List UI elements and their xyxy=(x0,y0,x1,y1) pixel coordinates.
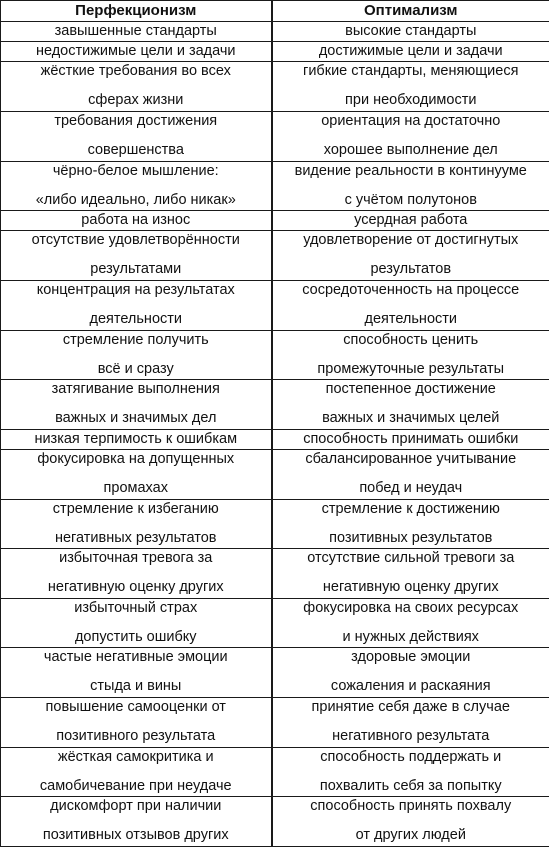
optimalism-cell xyxy=(272,499,549,549)
cell-text: негативных результатов xyxy=(54,529,217,546)
cell-text: постепенное достижение xyxy=(325,381,496,398)
cell-text: избыточная тревога за xyxy=(59,550,213,567)
table-body xyxy=(1,22,549,847)
perfectionism-cell xyxy=(1,62,272,112)
cell-text: усердная работа xyxy=(354,212,468,229)
perfectionism-cell xyxy=(1,112,272,162)
header-optimalism: Оптимализм xyxy=(272,1,549,22)
cell-text: позитивного результата xyxy=(56,728,216,745)
perfectionism-cell xyxy=(1,747,272,797)
table-row xyxy=(1,62,549,112)
cell-text: способность ценить xyxy=(343,331,479,348)
cell-text: жёсткая самокритика и xyxy=(57,748,214,765)
cell-text: фокусировка на допущенных xyxy=(37,451,235,468)
cell-text: недостижимые цели и задачи xyxy=(35,43,236,60)
cell-text: хорошее выполнение дел xyxy=(323,142,498,159)
perfectionism-cell xyxy=(1,499,272,549)
optimalism-cell xyxy=(272,747,549,797)
cell-text: сферах жизни xyxy=(88,92,184,109)
optimalism-cell xyxy=(272,380,549,430)
table-row xyxy=(1,161,549,211)
table-row xyxy=(1,112,549,162)
cell-text: требования достижения xyxy=(54,113,218,130)
table-row xyxy=(1,42,549,62)
cell-text: побед и неудач xyxy=(359,480,463,497)
table-row xyxy=(1,797,549,847)
table-row xyxy=(1,22,549,42)
cell-text: избыточный страх xyxy=(74,599,198,616)
cell-text: удовлетворение от достигнутых xyxy=(303,232,519,249)
cell-text: повышение самооценки от xyxy=(45,699,226,716)
cell-text: деятельности xyxy=(364,311,457,328)
optimalism-cell xyxy=(272,231,549,281)
cell-text: важных и значимых целей xyxy=(322,410,500,427)
optimalism-cell xyxy=(272,429,549,449)
header-row xyxy=(1,1,549,22)
optimalism-cell xyxy=(272,330,549,380)
perfectionism-cell xyxy=(1,797,272,847)
cell-text: стремление к достижению xyxy=(321,500,500,517)
perfectionism-cell xyxy=(1,231,272,281)
perfectionism-cell xyxy=(1,22,272,42)
perfectionism-cell xyxy=(1,281,272,331)
cell-text: промахах xyxy=(103,480,168,497)
cell-text: допустить ошибку xyxy=(74,628,197,645)
optimalism-cell xyxy=(272,161,549,211)
cell-text: с учётом полутонов xyxy=(344,191,477,208)
cell-text: гибкие стандарты, меняющиеся xyxy=(303,63,519,80)
cell-text: негативную оценку других xyxy=(47,579,224,596)
perfectionism-cell xyxy=(1,380,272,430)
cell-text: способность поддержать и xyxy=(320,748,502,765)
table-row xyxy=(1,549,549,599)
cell-text: от других людей xyxy=(355,827,466,844)
cell-text: чёрно-белое мышление: xyxy=(52,162,219,179)
table-row xyxy=(1,648,549,698)
cell-text: достижимые цели и задачи xyxy=(318,43,503,60)
optimalism-cell xyxy=(272,698,549,748)
optimalism-cell xyxy=(272,22,549,42)
optimalism-cell xyxy=(272,211,549,231)
cell-text: концентрация на результатах xyxy=(36,282,235,299)
optimalism-cell xyxy=(272,450,549,500)
table-row xyxy=(1,330,549,380)
cell-text: ориентация на достаточно xyxy=(321,113,501,130)
perfectionism-cell xyxy=(1,450,272,500)
perfectionism-cell xyxy=(1,42,272,62)
cell-text: «либо идеально, либо никак» xyxy=(35,191,236,208)
cell-text: всё и сразу xyxy=(97,360,174,377)
cell-text: завышенные стандарты xyxy=(54,23,217,39)
cell-text: и нужных действиях xyxy=(342,628,479,645)
perfectionism-cell xyxy=(1,330,272,380)
cell-text: низкая терпимость к ошибкам xyxy=(34,430,238,447)
cell-text: затягивание выполнения xyxy=(51,381,220,398)
cell-text: сбалансированное учитывание xyxy=(305,451,517,468)
cell-text: результатами xyxy=(90,261,182,278)
cell-text: способность принять похвалу xyxy=(310,798,512,815)
table-row xyxy=(1,231,549,281)
cell-text: негативного результата xyxy=(332,728,490,745)
cell-text: деятельности xyxy=(89,311,182,328)
table-row xyxy=(1,698,549,748)
cell-text: позитивных отзывов других xyxy=(42,827,229,844)
cell-text: способность принимать ошибки xyxy=(303,430,519,447)
table-row xyxy=(1,429,549,449)
optimalism-cell xyxy=(272,62,549,112)
cell-text: фокусировка на своих ресурсах xyxy=(303,599,519,616)
optimalism-cell xyxy=(272,797,549,847)
perfectionism-cell xyxy=(1,698,272,748)
table-row xyxy=(1,281,549,331)
cell-text: позитивных результатов xyxy=(329,529,493,546)
perfectionism-cell xyxy=(1,211,272,231)
cell-text: сожаления и раскаяния xyxy=(330,678,491,695)
cell-text: отсутствие удовлетворённости xyxy=(31,232,240,249)
cell-text: сосредоточенность на процессе xyxy=(302,282,520,299)
table-row xyxy=(1,747,549,797)
cell-text: здоровые эмоции xyxy=(351,649,471,666)
perfectionism-cell xyxy=(1,648,272,698)
header-perfectionism: Перфекционизм xyxy=(1,1,272,22)
table-row xyxy=(1,450,549,500)
perfectionism-cell xyxy=(1,598,272,648)
optimalism-cell xyxy=(272,42,549,62)
cell-text: промежуточные результаты xyxy=(317,360,505,377)
cell-text: видение реальности в континууме xyxy=(294,162,527,179)
cell-text: стремление получить xyxy=(62,331,209,348)
cell-text: стремление к избеганию xyxy=(52,500,219,517)
table-row xyxy=(1,380,549,430)
cell-text: похвалить себя за попытку xyxy=(319,777,502,794)
cell-text: негативную оценку других xyxy=(322,579,499,596)
optimalism-cell xyxy=(272,549,549,599)
cell-text: результатов xyxy=(370,261,452,278)
optimalism-cell xyxy=(272,598,549,648)
perfectionism-cell xyxy=(1,549,272,599)
cell-text: отсутствие сильной тревоги за xyxy=(307,550,515,567)
cell-text: самобичевание при неудаче xyxy=(39,777,232,794)
cell-text: высокие стандарты xyxy=(345,23,477,39)
cell-text: принятие себя даже в случае xyxy=(311,699,510,716)
table-row xyxy=(1,211,549,231)
cell-text: при необходимости xyxy=(345,92,477,109)
table-row xyxy=(1,598,549,648)
cell-text: дискомфорт при наличии xyxy=(50,798,222,815)
optimalism-cell xyxy=(272,112,549,162)
perfectionism-cell xyxy=(1,161,272,211)
cell-text: частые негативные эмоции xyxy=(43,649,228,666)
table-row xyxy=(1,499,549,549)
cell-text: важных и значимых дел xyxy=(55,410,217,427)
optimalism-cell xyxy=(272,648,549,698)
cell-text: совершенства xyxy=(87,142,184,159)
perfectionism-cell xyxy=(1,429,272,449)
optimalism-cell xyxy=(272,281,549,331)
cell-text: работа на износ xyxy=(81,212,191,229)
cell-text: жёсткие требования во всех xyxy=(40,63,231,80)
cell-text: стыда и вины xyxy=(90,678,182,695)
